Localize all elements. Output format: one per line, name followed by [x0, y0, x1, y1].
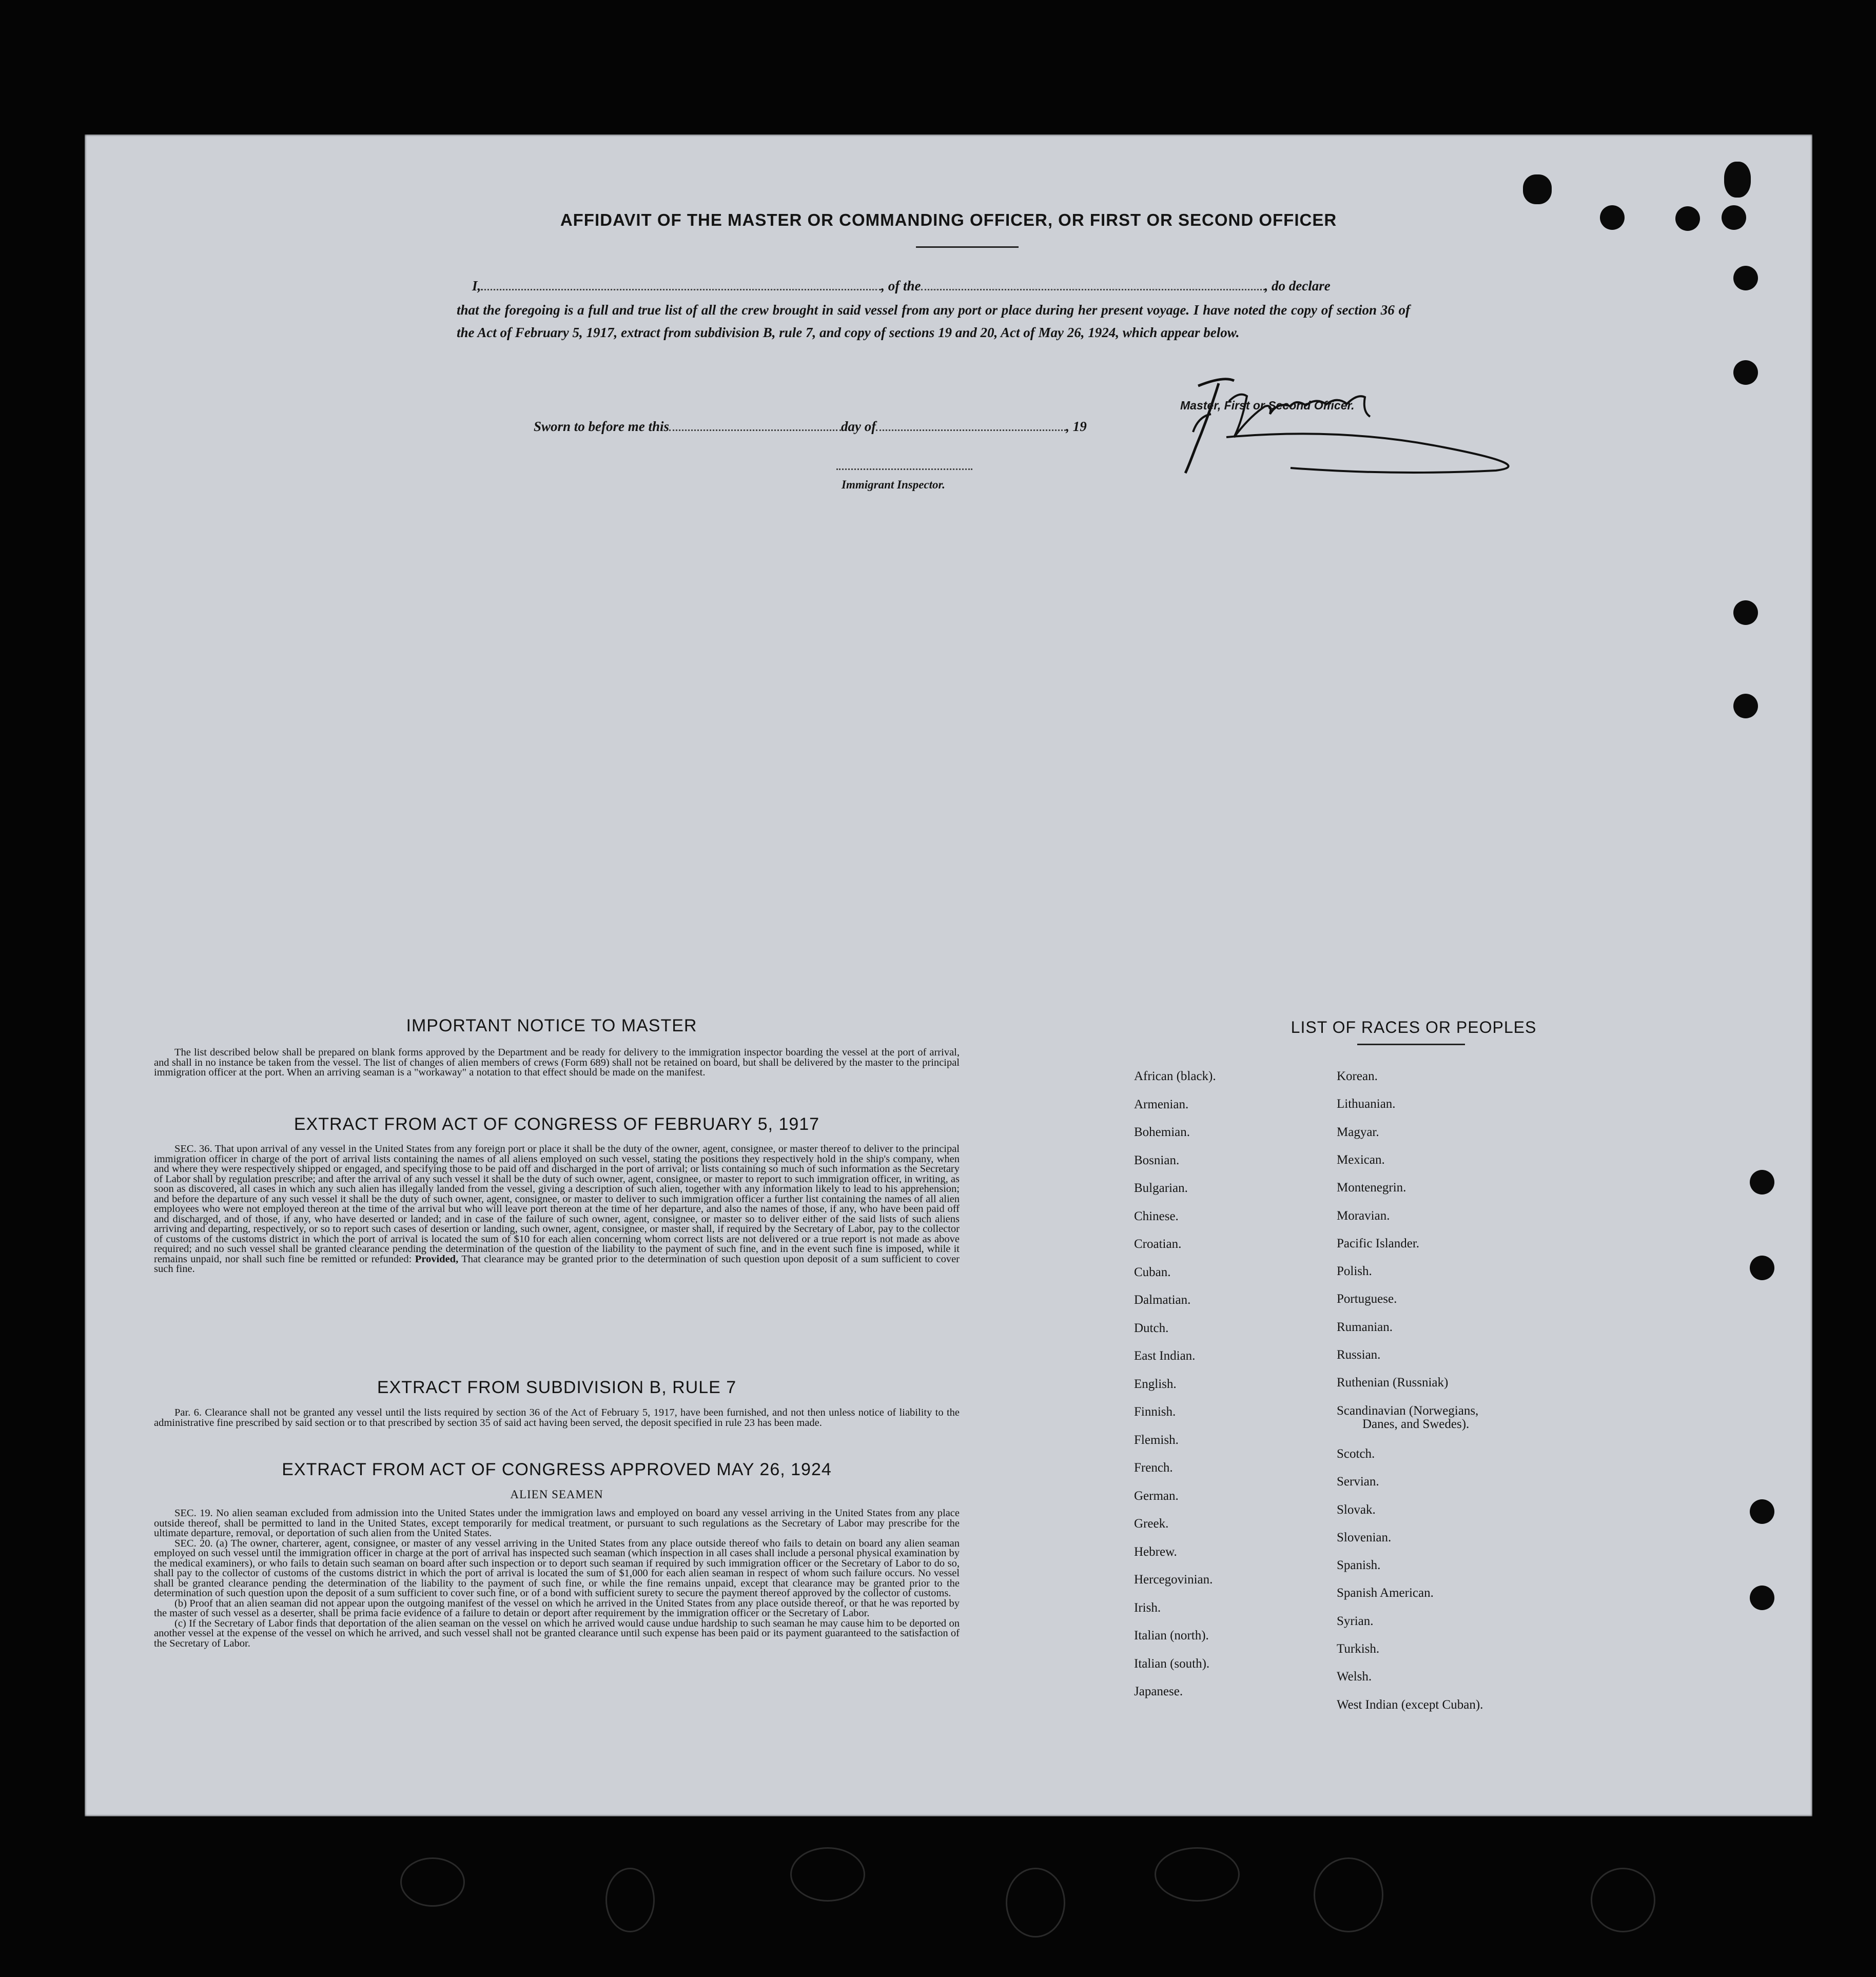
race-item: East Indian. — [1134, 1349, 1196, 1363]
punch-hole — [1750, 1256, 1774, 1280]
title-rule — [916, 246, 1019, 248]
race-item: Cuban. — [1134, 1265, 1171, 1279]
races-title: LIST OF RACES OR PEOPLES — [1291, 1018, 1537, 1036]
punch-hole — [1724, 162, 1751, 198]
proviso-label: Provided, — [415, 1253, 459, 1265]
race-item: West Indian (except Cuban). — [1337, 1697, 1483, 1712]
race-item: Korean. — [1337, 1069, 1378, 1083]
race-item: Greek. — [1134, 1517, 1169, 1531]
sworn-day-of: day of — [841, 419, 876, 434]
race-item: Hebrew. — [1134, 1544, 1177, 1559]
punch-hole — [1733, 694, 1758, 718]
inspector-caption: Immigrant Inspector. — [842, 478, 945, 491]
race-item: Scandinavian (Norwegians, — [1337, 1403, 1479, 1418]
document-page — [85, 134, 1812, 1816]
race-item: Spanish American. — [1337, 1586, 1434, 1600]
race-item: Syrian. — [1337, 1614, 1374, 1628]
affidavit-title: AFFIDAVIT OF THE MASTER OR COMMANDING OFFICER, OR FIRST OR SECOND OFFICER — [560, 210, 1337, 229]
punch-hole — [1750, 1585, 1774, 1610]
race-item: Chinese. — [1134, 1209, 1179, 1223]
race-item: Polish. — [1337, 1264, 1372, 1279]
extract-1917-body — [154, 1144, 960, 1275]
punch-hole — [1600, 205, 1625, 230]
sec-19-text: SEC. 19. No alien seaman excluded from admission into the United States under the immigration laws and employed on board any vessel arriving in the United States from any place outside thereof, shall be permitted to land in the United States, except temporarily for medical treatment, or pursuant to such regulations as the Secretary of Labor may prescribe for the ultimate departure, removal, or deportation of such alien from the United States. — [154, 1508, 960, 1539]
punch-hole — [1722, 205, 1746, 230]
handwritten-signature — [1137, 365, 1562, 483]
extract-1917-title: EXTRACT FROM ACT OF CONGRESS OF FEBRUARY 5, 1917 — [294, 1114, 820, 1134]
race-item: Portuguese. — [1337, 1292, 1397, 1306]
punch-hole — [1750, 1499, 1774, 1524]
race-item: Bosnian. — [1134, 1153, 1180, 1167]
sec-20a-text: SEC. 20. (a) The owner, charterer, agent, consignee, or master of any vessel arriving in the United States from any place outside thereof who fails to detain on board any alien seaman employed on such vessel until the immigration officer in charge at the port of arrival has inspected such seaman (which inspection in all cases shall include a personal physical examination by the medical examiners), or who fails to detain such seaman on board after such inspection or to deport such seaman if required by such immigration officer or the Secretary of Labor to do so, shall pay to the collector of customs of the customs district in which the port of arrival is located the sum of $1,000 for each alien seaman in respect of whom such failure occurs. No vessel shall be granted clearance pending the determination of the liability to the payment of such fine, or while the fine remains unpaid, except that clearance may be granted prior to the determination of such question upon the deposit of a sum sufficient to cover such fine, or of a bond with sufficient surety to secure the payment thereof approved by the collector of customs. — [154, 1537, 960, 1599]
sworn-day-field[interactable] — [669, 429, 841, 431]
sec-20b-text: (b) Proof that an alien seaman did not appear upon the outgoing manifest of the vessel on which he arrived in the United States from any place outside thereof, or that he was reported by the master of such vessel as a deserter, shall be prima facie evidence of a failure to detain or deport after requirement by the immigration officer or the Secretary of Labor. — [154, 1597, 960, 1619]
race-item: Dutch. — [1134, 1321, 1169, 1335]
sworn-year: , 19 — [1066, 419, 1087, 434]
affidavit-of-the: , of the — [881, 278, 921, 293]
race-item: Italian (south). — [1134, 1656, 1210, 1671]
race-item: Croatian. — [1134, 1237, 1182, 1251]
subdivision-body: Par. 6. Clearance shall not be granted any vessel until the lists required by section 36 of the Act of February 5, 1917, have been furnished, and not then unless notice of liability to the administrative fine prescribed by said section or to that prescribed by section 35 of said act having been served, the deposit specified in rule 23 has been made. — [154, 1407, 960, 1428]
affidavit-declare-line — [472, 278, 1498, 294]
race-item: Slovenian. — [1337, 1530, 1392, 1544]
race-item: Flemish. — [1134, 1433, 1179, 1447]
race-item: African (black). — [1134, 1069, 1216, 1083]
affidavit-declare: , do declare — [1264, 278, 1331, 293]
extract-1924-body — [154, 1509, 960, 1649]
race-item: Bulgarian. — [1134, 1181, 1188, 1195]
punch-hole — [1733, 600, 1758, 625]
race-item: Moravian. — [1337, 1208, 1390, 1223]
punch-hole — [1733, 360, 1758, 385]
race-item: Japanese. — [1134, 1685, 1183, 1698]
alien-seamen-subtitle: ALIEN SEAMEN — [510, 1488, 603, 1501]
race-item: Russian. — [1337, 1348, 1381, 1362]
punch-hole — [1733, 266, 1758, 290]
race-item: Ruthenian (Russniak) — [1337, 1376, 1449, 1390]
race-item: Welsh. — [1337, 1670, 1372, 1684]
race-item: Italian (north). — [1134, 1629, 1209, 1642]
race-item: Rumanian. — [1337, 1320, 1393, 1334]
race-item: Dalmatian. — [1134, 1293, 1191, 1307]
signature-caption: Master, First or Second Officer. — [1180, 399, 1355, 412]
notice-title: IMPORTANT NOTICE TO MASTER — [406, 1016, 697, 1035]
race-item: French. — [1134, 1461, 1173, 1475]
affidavit-i: I, — [472, 278, 481, 293]
notice-body: The list described below shall be prepared on blank forms approved by the Department and be ready for delivery to the immigration inspector boarding the vessel at the port of arrival, and shall in no instance be taken from the vessel. The list of changes of alien members of crews (Form 689) shall not be retained on board, but shall be delivered by the master to the principal immigration officer at the port. When an arriving seaman is a "workaway" a notation to that effect should be made on the manifest. — [154, 1047, 960, 1078]
vessel-field[interactable] — [921, 289, 1265, 290]
affidavit-body: that the foregoing is a full and true list of all the crew brought in said vessel from any port or place during her present voyage. I have noted the copy of section 36 of the Act of February 5, 1917, extract from subdivision B, rule 7, and copy of sections 19 and 20, Act of May 26, 1924, which appear below. — [457, 302, 1410, 340]
punch-hole — [1523, 174, 1552, 204]
inspector-rule — [836, 468, 972, 470]
race-item: Spanish. — [1337, 1558, 1381, 1573]
race-item: Mexican. — [1337, 1152, 1385, 1167]
race-item: Servian. — [1337, 1475, 1379, 1489]
race-item: Scotch. — [1337, 1446, 1375, 1461]
sec-20c-text: (c) If the Secretary of Labor finds that deportation of the alien seaman on the vessel on which he arrived would cause undue hardship to such seaman he may cause him to be deported on another vessel at the expense of the vessel on which he arrived, and such vessel shall not be granted clearance until such expense has been paid or its payment guaranteed to the satisfaction of the Secretary of Labor. — [154, 1617, 960, 1649]
race-item: Bohemian. — [1134, 1125, 1190, 1139]
race-item: Turkish. — [1337, 1642, 1380, 1656]
race-item: English. — [1134, 1377, 1177, 1391]
race-item: Pacific Islander. — [1337, 1236, 1420, 1250]
race-item: Irish. — [1134, 1600, 1161, 1615]
race-item: Danes, and Swedes). — [1362, 1417, 1470, 1431]
sworn-month-field[interactable] — [876, 429, 1066, 431]
sec-36-text: SEC. 36. That upon arrival of any vessel in the United States from any foreign port or place it shall be the duty of the owner, agent, consignee, or master thereof to deliver to the principal immigration officer in charge of the port of arrival lists containing the names of all aliens employed on such vessel, stating the positions they respectively hold in the ship's company, when and where they were respectively shipped or engaged, and specifying those to be paid off and discharged in the port of arrival; or lists containing so much of such information as the Secretary of Labor shall by regulation prescribe; and after the arrival of any such vessel it shall be the duty of such owner, agent, consignee, or master to report to such immigration officer, in writing, as soon as discovered, all cases in which any such alien has illegally landed from the vessel, giving a description of such alien, together with any information likely to lead to his apprehension; and before the departure of any such vessel it shall be the duty of such owner, agent, consignee, or master to deliver to such immigration officer a further list containing the names of all alien employees who were not employed thereon at the time of the arrival but who will leave port thereon at the time of her departure, and also the names of those, if any, who have been paid off and discharged, and of those, if any, who have deserted or landed; and in case of the failure of such owner, agent, consignee, or master so to deliver either of the said lists of such aliens arriving and departing, respectively, or so to report such cases of desertion or landing, such owner, agent, consignee, or master shall, if required by the Secretary of Labor, pay to the collector of customs of the customs district in which the port of arrival is located the sum of $10 for each alien concerning whom correct lists are not delivered or a true report is not made as above required; and no such vessel shall be granted clearance pending the determination of the question of the liability to the payment of such fine, and in the event such fine is imposed, while it remains unpaid, nor shall such fine be remitted or refunded: — [154, 1143, 960, 1265]
sworn-text: Sworn to before me this — [534, 419, 670, 434]
race-item: German. — [1134, 1489, 1179, 1503]
race-item: Finnish. — [1134, 1405, 1176, 1419]
race-item: Magyar. — [1337, 1125, 1379, 1139]
extract-1924-title: EXTRACT FROM ACT OF CONGRESS APPROVED MAY 26, 1924 — [282, 1460, 832, 1479]
race-item: Montenegrin. — [1337, 1181, 1406, 1195]
race-item: Slovak. — [1337, 1502, 1376, 1517]
name-field[interactable] — [481, 289, 881, 290]
punch-hole — [1750, 1170, 1774, 1195]
proviso-text: That clearance may be granted prior to the determination of such question upon deposit of a sum sufficient to cover such fine. — [154, 1253, 960, 1275]
punch-hole — [1675, 206, 1700, 231]
race-item: Lithuanian. — [1337, 1097, 1396, 1111]
race-item: Armenian. — [1134, 1097, 1189, 1111]
races-title-rule — [1357, 1044, 1465, 1045]
race-item: Hercegovinian. — [1134, 1573, 1213, 1587]
subdivision-title: EXTRACT FROM SUBDIVISION B, RULE 7 — [377, 1378, 737, 1397]
